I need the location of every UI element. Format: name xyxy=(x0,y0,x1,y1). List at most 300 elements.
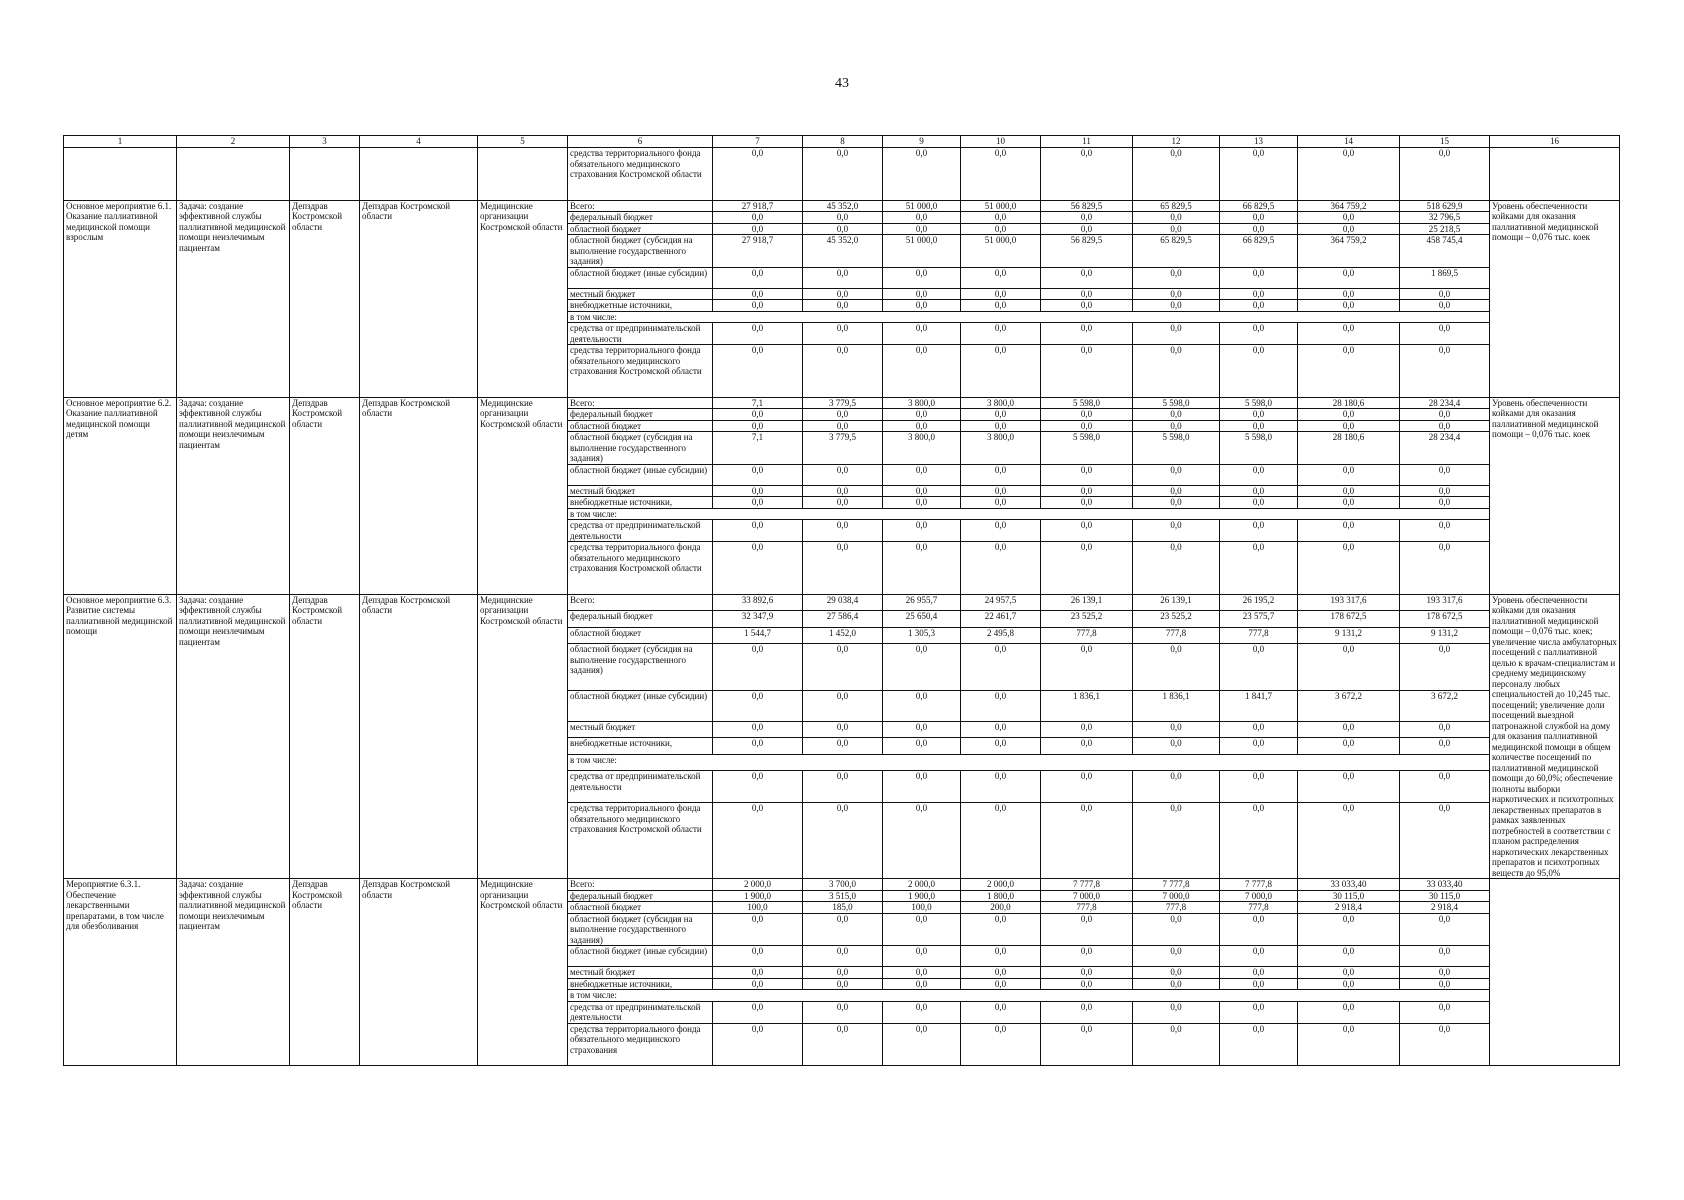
funding-source-cell: Всего: xyxy=(568,200,713,212)
value-cell: 0,0 xyxy=(961,1023,1041,1065)
value-cell: 0,0 xyxy=(713,771,803,803)
value-cell: 2 000,0 xyxy=(961,879,1041,891)
page-number: 43 xyxy=(835,76,849,91)
value-cell: 0,0 xyxy=(803,409,883,421)
funding-source-cell: областной бюджет (иные субсидии) xyxy=(568,464,713,485)
value-cell: 0,0 xyxy=(1400,1023,1490,1065)
value-cell: 0,0 xyxy=(1298,771,1400,803)
value-cell: 0,0 xyxy=(1041,485,1133,497)
value-cell: 0,0 xyxy=(1041,1001,1133,1023)
value-cell: 0,0 xyxy=(803,771,883,803)
header-cell: 10 xyxy=(961,136,1041,148)
value-cell: 25 218,5 xyxy=(1400,223,1490,235)
responsible-cell: Депздрав Костромской области xyxy=(290,397,360,594)
value-cell: 32 796,5 xyxy=(1400,212,1490,224)
value-cell: 0,0 xyxy=(1133,288,1220,300)
value-cell: 0,0 xyxy=(1400,913,1490,946)
funding-source-cell: местный бюджет xyxy=(568,288,713,300)
value-cell: 0,0 xyxy=(1041,300,1133,312)
value-cell: 1 869,5 xyxy=(1400,267,1490,288)
value-cell: 0,0 xyxy=(1298,300,1400,312)
value-cell: 0,0 xyxy=(883,644,961,691)
responsible-cell xyxy=(290,148,360,201)
participant-cell: Медицинские организации Костромской области xyxy=(478,200,568,397)
header-cell: 7 xyxy=(713,136,803,148)
task-cell: Задача: создание эффективной службы паллиативной медицинской помощи неизлечимым пациентам xyxy=(177,594,290,879)
value-cell: 51 000,0 xyxy=(883,200,961,212)
value-cell: 0,0 xyxy=(961,464,1041,485)
funding-source-cell: областной бюджет xyxy=(568,627,713,644)
value-cell: 777,8 xyxy=(1133,902,1220,914)
value-cell: 0,0 xyxy=(1220,497,1298,509)
value-cell: 66 829,5 xyxy=(1220,200,1298,212)
value-cell: 0,0 xyxy=(1133,520,1220,542)
measure-name-cell: Основное мероприятие 6.1. Оказание паллиативной медицинской помощи взрослым xyxy=(64,200,177,397)
value-cell: 0,0 xyxy=(1400,644,1490,691)
participant-cell: Медицинские организации Костромской области xyxy=(478,397,568,594)
header-cell: 1 xyxy=(64,136,177,148)
task-cell: Задача: создание эффективной службы паллиативной медицинской помощи неизлечимым пациентам xyxy=(177,879,290,1066)
value-cell: 0,0 xyxy=(1220,967,1298,979)
value-cell: 0,0 xyxy=(1298,409,1400,421)
value-cell: 51 000,0 xyxy=(883,235,961,268)
value-cell: 0,0 xyxy=(961,738,1041,755)
value-cell: 1 836,1 xyxy=(1041,691,1133,721)
value-cell: 0,0 xyxy=(1298,345,1400,398)
value-cell: 33 033,40 xyxy=(1298,879,1400,891)
responsible-cell: Депздрав Костромской области xyxy=(290,879,360,1066)
value-cell: 26 195,2 xyxy=(1220,594,1298,611)
value-cell: 0,0 xyxy=(961,967,1041,979)
value-cell: 0,0 xyxy=(1400,738,1490,755)
value-cell: 0,0 xyxy=(1133,409,1220,421)
funding-source-cell: средства территориального фонда обязательного медицинского страхования Костромской области xyxy=(568,345,713,398)
value-cell: 0,0 xyxy=(883,771,961,803)
value-cell: 178 672,5 xyxy=(1298,611,1400,628)
funding-source-cell: средства территориального фонда обязательного медицинского страхования Костромской области xyxy=(568,542,713,595)
coexecutor-cell xyxy=(360,148,478,201)
value-cell: 0,0 xyxy=(1400,300,1490,312)
value-cell: 0,0 xyxy=(803,542,883,595)
value-cell: 0,0 xyxy=(1298,913,1400,946)
value-cell: 0,0 xyxy=(1220,409,1298,421)
value-cell: 0,0 xyxy=(1041,803,1133,879)
value-cell: 0,0 xyxy=(803,148,883,201)
value-cell: 0,0 xyxy=(1133,913,1220,946)
funding-source-cell: областной бюджет xyxy=(568,902,713,914)
value-cell: 51 000,0 xyxy=(961,200,1041,212)
funding-source-cell: в том числе: xyxy=(568,754,1490,771)
value-cell: 0,0 xyxy=(1133,721,1220,738)
value-cell: 0,0 xyxy=(961,691,1041,721)
value-cell: 0,0 xyxy=(1400,497,1490,509)
value-cell: 0,0 xyxy=(1041,497,1133,509)
value-cell: 3 800,0 xyxy=(961,432,1041,465)
value-cell: 0,0 xyxy=(1133,738,1220,755)
funding-source-cell: внебюджетные источники, xyxy=(568,978,713,990)
value-cell: 0,0 xyxy=(713,409,803,421)
value-cell: 0,0 xyxy=(1041,520,1133,542)
value-cell: 0,0 xyxy=(1041,267,1133,288)
measure-name-cell xyxy=(64,148,177,201)
value-cell: 1 452,0 xyxy=(803,627,883,644)
value-cell: 0,0 xyxy=(713,223,803,235)
funding-source-cell: федеральный бюджет xyxy=(568,212,713,224)
value-cell: 0,0 xyxy=(803,803,883,879)
value-cell: 0,0 xyxy=(1133,1023,1220,1065)
value-cell: 0,0 xyxy=(1400,464,1490,485)
value-cell: 0,0 xyxy=(1133,771,1220,803)
value-cell: 0,0 xyxy=(1298,485,1400,497)
task-cell xyxy=(177,148,290,201)
value-cell: 0,0 xyxy=(1220,542,1298,595)
budget-table xyxy=(63,135,1620,1066)
value-cell: 0,0 xyxy=(1298,267,1400,288)
value-cell: 0,0 xyxy=(1298,644,1400,691)
task-cell: Задача: создание эффективной службы паллиативной медицинской помощи неизлечимым пациентам xyxy=(177,200,290,397)
value-cell: 0,0 xyxy=(883,300,961,312)
value-cell: 0,0 xyxy=(803,946,883,967)
value-cell: 28 180,6 xyxy=(1298,397,1400,409)
value-cell: 0,0 xyxy=(803,967,883,979)
value-cell: 0,0 xyxy=(1133,644,1220,691)
table-row xyxy=(64,879,1620,891)
value-cell: 0,0 xyxy=(1220,771,1298,803)
value-cell: 56 829,5 xyxy=(1041,200,1133,212)
value-cell: 0,0 xyxy=(1298,223,1400,235)
value-cell: 0,0 xyxy=(1133,542,1220,595)
value-cell: 0,0 xyxy=(1220,420,1298,432)
value-cell: 0,0 xyxy=(713,464,803,485)
value-cell: 0,0 xyxy=(713,497,803,509)
header-cell: 15 xyxy=(1400,136,1490,148)
header-cell: 13 xyxy=(1220,136,1298,148)
header-cell: 4 xyxy=(360,136,478,148)
funding-source-cell: местный бюджет xyxy=(568,485,713,497)
value-cell: 0,0 xyxy=(883,409,961,421)
value-cell: 0,0 xyxy=(1133,485,1220,497)
value-cell: 0,0 xyxy=(961,420,1041,432)
value-cell: 1 305,3 xyxy=(883,627,961,644)
value-cell: 0,0 xyxy=(1298,497,1400,509)
value-cell: 0,0 xyxy=(883,323,961,345)
value-cell: 0,0 xyxy=(713,300,803,312)
value-cell: 51 000,0 xyxy=(961,235,1041,268)
funding-source-cell: областной бюджет (иные субсидии) xyxy=(568,691,713,721)
value-cell: 0,0 xyxy=(1041,212,1133,224)
value-cell: 0,0 xyxy=(1220,1023,1298,1065)
value-cell: 0,0 xyxy=(1400,148,1490,201)
value-cell: 0,0 xyxy=(1041,464,1133,485)
value-cell: 0,0 xyxy=(1298,1001,1400,1023)
value-cell: 27 918,7 xyxy=(713,200,803,212)
funding-source-cell: средства от предпринимательской деятельности xyxy=(568,771,713,803)
header-cell: 9 xyxy=(883,136,961,148)
value-cell: 1 900,0 xyxy=(883,890,961,902)
value-cell: 0,0 xyxy=(713,644,803,691)
value-cell: 0,0 xyxy=(1298,946,1400,967)
funding-source-cell: в том числе: xyxy=(568,990,1490,1002)
value-cell: 777,8 xyxy=(1133,627,1220,644)
value-cell: 0,0 xyxy=(713,721,803,738)
funding-source-cell: областной бюджет (субсидия на выполнение государственного задания) xyxy=(568,644,713,691)
value-cell: 3 672,2 xyxy=(1298,691,1400,721)
value-cell: 30 115,0 xyxy=(1298,890,1400,902)
value-cell: 0,0 xyxy=(1133,323,1220,345)
value-cell: 7,1 xyxy=(713,397,803,409)
value-cell: 0,0 xyxy=(1220,946,1298,967)
funding-source-cell: Всего: xyxy=(568,397,713,409)
value-cell: 0,0 xyxy=(961,300,1041,312)
value-cell: 0,0 xyxy=(1133,464,1220,485)
value-cell: 2 918,4 xyxy=(1298,902,1400,914)
value-cell: 0,0 xyxy=(1298,520,1400,542)
value-cell: 1 841,7 xyxy=(1220,691,1298,721)
value-cell: 0,0 xyxy=(961,803,1041,879)
value-cell: 0,0 xyxy=(1298,738,1400,755)
funding-source-cell: федеральный бюджет xyxy=(568,890,713,902)
value-cell: 0,0 xyxy=(803,464,883,485)
value-cell: 0,0 xyxy=(1220,323,1298,345)
funding-source-cell: средства территориального фонда обязательного медицинского страхования xyxy=(568,1023,713,1065)
value-cell: 0,0 xyxy=(713,420,803,432)
value-cell: 0,0 xyxy=(803,223,883,235)
value-cell: 3 779,5 xyxy=(803,397,883,409)
table-row xyxy=(64,200,1620,212)
value-cell: 7 000,0 xyxy=(1041,890,1133,902)
value-cell: 0,0 xyxy=(803,485,883,497)
header-cell: 14 xyxy=(1298,136,1400,148)
value-cell: 0,0 xyxy=(1133,345,1220,398)
value-cell: 0,0 xyxy=(1220,1001,1298,1023)
value-cell: 0,0 xyxy=(803,644,883,691)
value-cell: 777,8 xyxy=(1220,627,1298,644)
value-cell: 0,0 xyxy=(961,223,1041,235)
value-cell: 26 139,1 xyxy=(1041,594,1133,611)
value-cell: 0,0 xyxy=(961,288,1041,300)
value-cell: 0,0 xyxy=(713,323,803,345)
value-cell: 0,0 xyxy=(1041,148,1133,201)
value-cell: 0,0 xyxy=(1220,803,1298,879)
value-cell: 0,0 xyxy=(1400,420,1490,432)
value-cell: 0,0 xyxy=(961,913,1041,946)
value-cell: 0,0 xyxy=(961,497,1041,509)
value-cell: 0,0 xyxy=(803,212,883,224)
value-cell: 0,0 xyxy=(961,267,1041,288)
funding-source-cell: Всего: xyxy=(568,594,713,611)
funding-source-cell: федеральный бюджет xyxy=(568,611,713,628)
participant-cell xyxy=(478,148,568,201)
value-cell: 32 347,9 xyxy=(713,611,803,628)
funding-source-cell: средства от предпринимательской деятельности xyxy=(568,323,713,345)
value-cell: 364 759,2 xyxy=(1298,200,1400,212)
value-cell: 23 525,2 xyxy=(1041,611,1133,628)
value-cell: 0,0 xyxy=(1041,542,1133,595)
value-cell: 0,0 xyxy=(1400,946,1490,967)
value-cell: 0,0 xyxy=(1220,223,1298,235)
value-cell: 0,0 xyxy=(1041,913,1133,946)
participant-cell: Медицинские организации Костромской области xyxy=(478,594,568,879)
funding-source-cell: местный бюджет xyxy=(568,721,713,738)
value-cell: 0,0 xyxy=(803,1001,883,1023)
value-cell: 23 575,7 xyxy=(1220,611,1298,628)
value-cell: 0,0 xyxy=(803,300,883,312)
value-cell: 0,0 xyxy=(961,485,1041,497)
value-cell: 0,0 xyxy=(883,721,961,738)
value-cell: 28 180,6 xyxy=(1298,432,1400,465)
value-cell: 0,0 xyxy=(1298,212,1400,224)
header-row xyxy=(64,136,1620,148)
value-cell: 0,0 xyxy=(883,497,961,509)
value-cell: 0,0 xyxy=(1133,497,1220,509)
value-cell: 5 598,0 xyxy=(1041,397,1133,409)
header-cell: 11 xyxy=(1041,136,1133,148)
value-cell: 0,0 xyxy=(883,1001,961,1023)
value-cell: 0,0 xyxy=(1298,323,1400,345)
value-cell: 0,0 xyxy=(1220,464,1298,485)
value-cell: 0,0 xyxy=(1298,967,1400,979)
funding-source-cell: средства территориального фонда обязательного медицинского страхования Костромской области xyxy=(568,803,713,879)
value-cell: 0,0 xyxy=(713,967,803,979)
value-cell: 0,0 xyxy=(713,691,803,721)
value-cell: 100,0 xyxy=(713,902,803,914)
value-cell: 0,0 xyxy=(803,978,883,990)
funding-source-cell: средства от предпринимательской деятельности xyxy=(568,1001,713,1023)
value-cell: 0,0 xyxy=(803,691,883,721)
value-cell: 518 629,9 xyxy=(1400,200,1490,212)
value-cell: 0,0 xyxy=(713,267,803,288)
value-cell: 0,0 xyxy=(1220,978,1298,990)
value-cell: 0,0 xyxy=(713,738,803,755)
measure-name-cell: Основное мероприятие 6.3. Развитие системы паллиативной медицинской помощи xyxy=(64,594,177,879)
value-cell: 0,0 xyxy=(803,1023,883,1065)
measure-name-cell: Мероприятие 6.3.1. Обеспечение лекарственными препаратами, в том числе для обезболивания xyxy=(64,879,177,1066)
value-cell: 0,0 xyxy=(803,738,883,755)
header-cell: 16 xyxy=(1490,136,1620,148)
value-cell: 23 525,2 xyxy=(1133,611,1220,628)
value-cell: 0,0 xyxy=(1220,300,1298,312)
value-cell: 0,0 xyxy=(961,345,1041,398)
value-cell: 0,0 xyxy=(713,1001,803,1023)
value-cell: 7 000,0 xyxy=(1133,890,1220,902)
value-cell: 5 598,0 xyxy=(1133,432,1220,465)
value-cell: 66 829,5 xyxy=(1220,235,1298,268)
value-cell: 26 955,7 xyxy=(883,594,961,611)
value-cell: 0,0 xyxy=(1133,1001,1220,1023)
funding-source-cell: в том числе: xyxy=(568,311,1490,323)
value-cell: 0,0 xyxy=(1041,323,1133,345)
value-cell: 26 139,1 xyxy=(1133,594,1220,611)
value-cell: 1 544,7 xyxy=(713,627,803,644)
indicator-cell xyxy=(1490,879,1620,1066)
value-cell: 0,0 xyxy=(1400,978,1490,990)
value-cell: 25 650,4 xyxy=(883,611,961,628)
indicator-cell: Уровень обеспеченности койками для оказания паллиативной медицинской помощи – 0,076 тыс. коек; увеличение числа амбулаторных посещений с паллиативной целью к врачам-специалистам и среднему медицинскому персоналу любых специальностей до 10,245 тыс. посещений; увеличение доли посещений выездной патронажной службой на дому для оказания паллиативной медицинской помощи в общем количестве посещений по паллиативной медицинской помощи до 60,0%; обеспечение полноты выборки наркотических и психотропных лекарственных препаратов в рамках заявленных потребностей в соответствии с планом распределения наркотических лекарственных препаратов и психотропных веществ до 95,0% xyxy=(1490,594,1620,879)
value-cell: 0,0 xyxy=(803,345,883,398)
value-cell: 0,0 xyxy=(961,946,1041,967)
header-cell: 6 xyxy=(568,136,713,148)
value-cell: 0,0 xyxy=(1041,967,1133,979)
header-cell: 12 xyxy=(1133,136,1220,148)
measure-name-cell: Основное мероприятие 6.2. Оказание паллиативной медицинской помощи детям xyxy=(64,397,177,594)
value-cell: 0,0 xyxy=(713,1023,803,1065)
value-cell: 0,0 xyxy=(883,542,961,595)
value-cell: 0,0 xyxy=(1298,464,1400,485)
value-cell: 0,0 xyxy=(883,464,961,485)
value-cell: 2 000,0 xyxy=(713,879,803,891)
value-cell: 0,0 xyxy=(1400,485,1490,497)
value-cell: 1 800,0 xyxy=(961,890,1041,902)
funding-source-cell: средства территориального фонда обязательного медицинского страхования Костромской области xyxy=(568,148,713,201)
value-cell: 0,0 xyxy=(1133,148,1220,201)
funding-source-cell: в том числе: xyxy=(568,508,1490,520)
value-cell: 24 957,5 xyxy=(961,594,1041,611)
value-cell: 0,0 xyxy=(1220,520,1298,542)
value-cell: 0,0 xyxy=(961,644,1041,691)
value-cell: 0,0 xyxy=(883,420,961,432)
value-cell: 45 352,0 xyxy=(803,235,883,268)
value-cell: 0,0 xyxy=(713,345,803,398)
value-cell: 0,0 xyxy=(1220,212,1298,224)
value-cell: 0,0 xyxy=(1220,345,1298,398)
value-cell: 0,0 xyxy=(1298,978,1400,990)
value-cell: 0,0 xyxy=(1220,644,1298,691)
value-cell: 100,0 xyxy=(883,902,961,914)
value-cell: 0,0 xyxy=(1041,946,1133,967)
value-cell: 1 900,0 xyxy=(713,890,803,902)
task-cell: Задача: создание эффективной службы паллиативной медицинской помощи неизлечимым пациентам xyxy=(177,397,290,594)
value-cell: 0,0 xyxy=(1133,420,1220,432)
value-cell: 0,0 xyxy=(1041,223,1133,235)
value-cell: 0,0 xyxy=(803,323,883,345)
value-cell: 0,0 xyxy=(961,542,1041,595)
value-cell: 30 115,0 xyxy=(1400,890,1490,902)
value-cell: 0,0 xyxy=(803,721,883,738)
value-cell: 0,0 xyxy=(713,485,803,497)
value-cell: 364 759,2 xyxy=(1298,235,1400,268)
value-cell: 0,0 xyxy=(1220,913,1298,946)
responsible-cell: Депздрав Костромской области xyxy=(290,594,360,879)
value-cell: 22 461,7 xyxy=(961,611,1041,628)
value-cell: 0,0 xyxy=(1400,288,1490,300)
value-cell: 0,0 xyxy=(713,148,803,201)
value-cell: 777,8 xyxy=(1041,902,1133,914)
header-cell: 8 xyxy=(803,136,883,148)
value-cell: 777,8 xyxy=(1041,627,1133,644)
indicator-cell: Уровень обеспеченности койками для оказания паллиативной медицинской помощи – 0,076 тыс. коек xyxy=(1490,200,1620,397)
value-cell: 3 672,2 xyxy=(1400,691,1490,721)
coexecutor-cell: Депздрав Костромской области xyxy=(360,200,478,397)
value-cell: 0,0 xyxy=(1041,1023,1133,1065)
funding-source-cell: федеральный бюджет xyxy=(568,409,713,421)
value-cell: 0,0 xyxy=(1400,409,1490,421)
value-cell: 0,0 xyxy=(713,542,803,595)
value-cell: 0,0 xyxy=(961,771,1041,803)
table-row xyxy=(64,397,1620,409)
value-cell: 7 777,8 xyxy=(1220,879,1298,891)
value-cell: 0,0 xyxy=(1298,721,1400,738)
value-cell: 0,0 xyxy=(1400,1001,1490,1023)
value-cell: 3 779,5 xyxy=(803,432,883,465)
value-cell: 0,0 xyxy=(713,978,803,990)
value-cell: 2 495,8 xyxy=(961,627,1041,644)
value-cell: 0,0 xyxy=(883,485,961,497)
funding-source-cell: областной бюджет (субсидия на выполнение государственного задания) xyxy=(568,913,713,946)
value-cell: 0,0 xyxy=(1133,803,1220,879)
value-cell: 0,0 xyxy=(883,691,961,721)
value-cell: 0,0 xyxy=(1298,148,1400,201)
value-cell: 0,0 xyxy=(1298,803,1400,879)
